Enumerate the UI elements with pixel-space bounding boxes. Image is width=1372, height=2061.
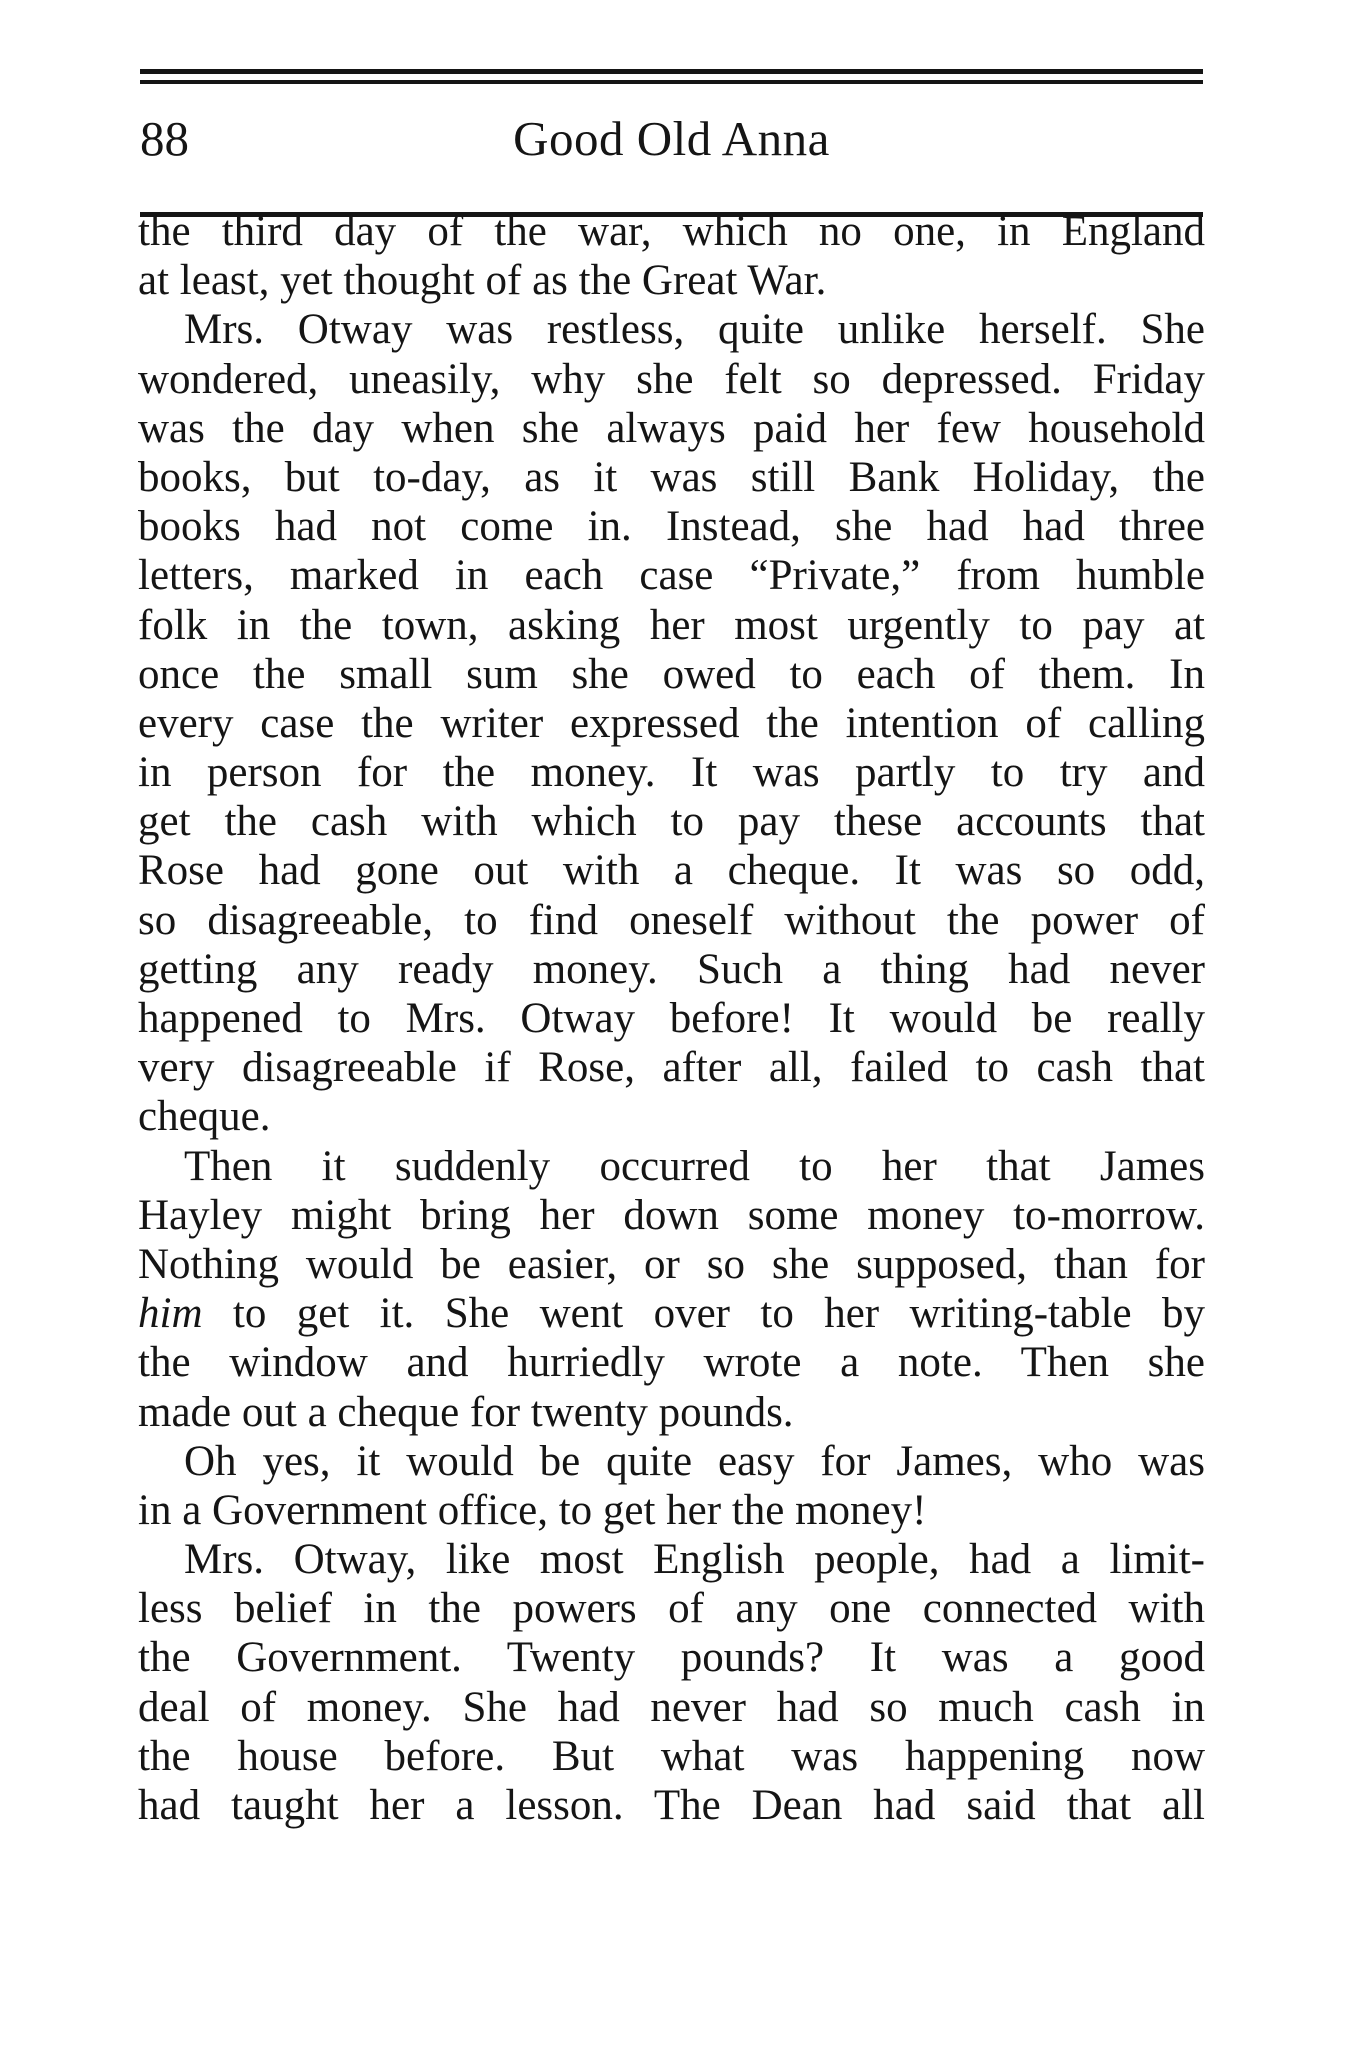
text-line: in a Government office, to get her the money! [138,1486,927,1534]
text-line: Hayley might bring her down some money to-morrow. [138,1191,1205,1239]
text-line: books, but to-day, as it was still Bank Holiday, the [138,453,1205,501]
text-line: happened to Mrs. Otway before! It would be really [138,995,1205,1042]
running-title: Good Old Anna [513,111,830,166]
text-line: very disagreeable if Rose, after all, failed to cash that [138,1044,1205,1092]
text-line: cheque. [138,1093,271,1141]
text-line: getting any ready money. Such a thing had never [138,945,1205,993]
paragraph-first-line: Oh yes, it would be quite easy for James, who was [184,1437,1205,1485]
text-line: at least, yet thought of as the Great War. [138,257,827,305]
text-line: less belief in the powers of any one connected with [138,1585,1205,1633]
paragraph-first-line: Mrs. Otway, like most English people, had a limit- [184,1536,1205,1584]
paragraph-first-line: Mrs. Otway was restless, quite unlike herself. She [184,306,1205,354]
text-line: deal of money. She had never had so much cash in [138,1683,1205,1731]
text-line: Rose had gone out with a cheque. It was so odd, [138,847,1205,895]
running-head [140,104,1203,174]
text-line: in person for the money. It was partly to try and [138,749,1205,797]
text-line: the house before. But what was happening now [138,1732,1205,1780]
text-line: once the small sum she owed to each of them. In [138,650,1205,698]
text-line: get the cash with which to pay these accounts that [138,798,1205,846]
emphasized-word: him [138,1290,203,1338]
text-line: the Government. Twenty pounds? It was a good [138,1634,1205,1682]
text-line: wondered, uneasily, why she felt so depressed. Friday [138,355,1205,403]
text-line: Nothing would be easier, or so she supposed, than for [138,1240,1205,1288]
text-line: was the day when she always paid her few household [138,404,1205,452]
top-rule-thick [140,69,1203,74]
body-text [138,207,1205,1830]
paragraph-first-line: Then it suddenly occurred to her that James [184,1142,1205,1190]
page-number: 88 [140,111,189,166]
text-line: so disagreeable, to find oneself without the power of [138,896,1205,944]
text-line: the third day of the war, which no one, in England [138,208,1205,255]
text-line: books had not come in. Instead, she had had three [138,503,1205,551]
text-line: had taught her a lesson. The Dean had said that all [138,1782,1205,1829]
text-line-continuation: to get it. She went over to her writing-table by [202,1290,1205,1338]
text-line: letters, marked in each case “Private,” from humble [138,552,1205,600]
text-line: every case the writer expressed the intention of calling [138,699,1205,747]
text-line: made out a cheque for twenty pounds. [138,1388,794,1436]
text-line-with-emphasis [138,1289,1205,1338]
text-line: folk in the town, asking her most urgently to pay at [138,601,1205,649]
top-rule-thin [140,80,1203,84]
text-line: the window and hurriedly wrote a note. Then she [138,1339,1205,1387]
